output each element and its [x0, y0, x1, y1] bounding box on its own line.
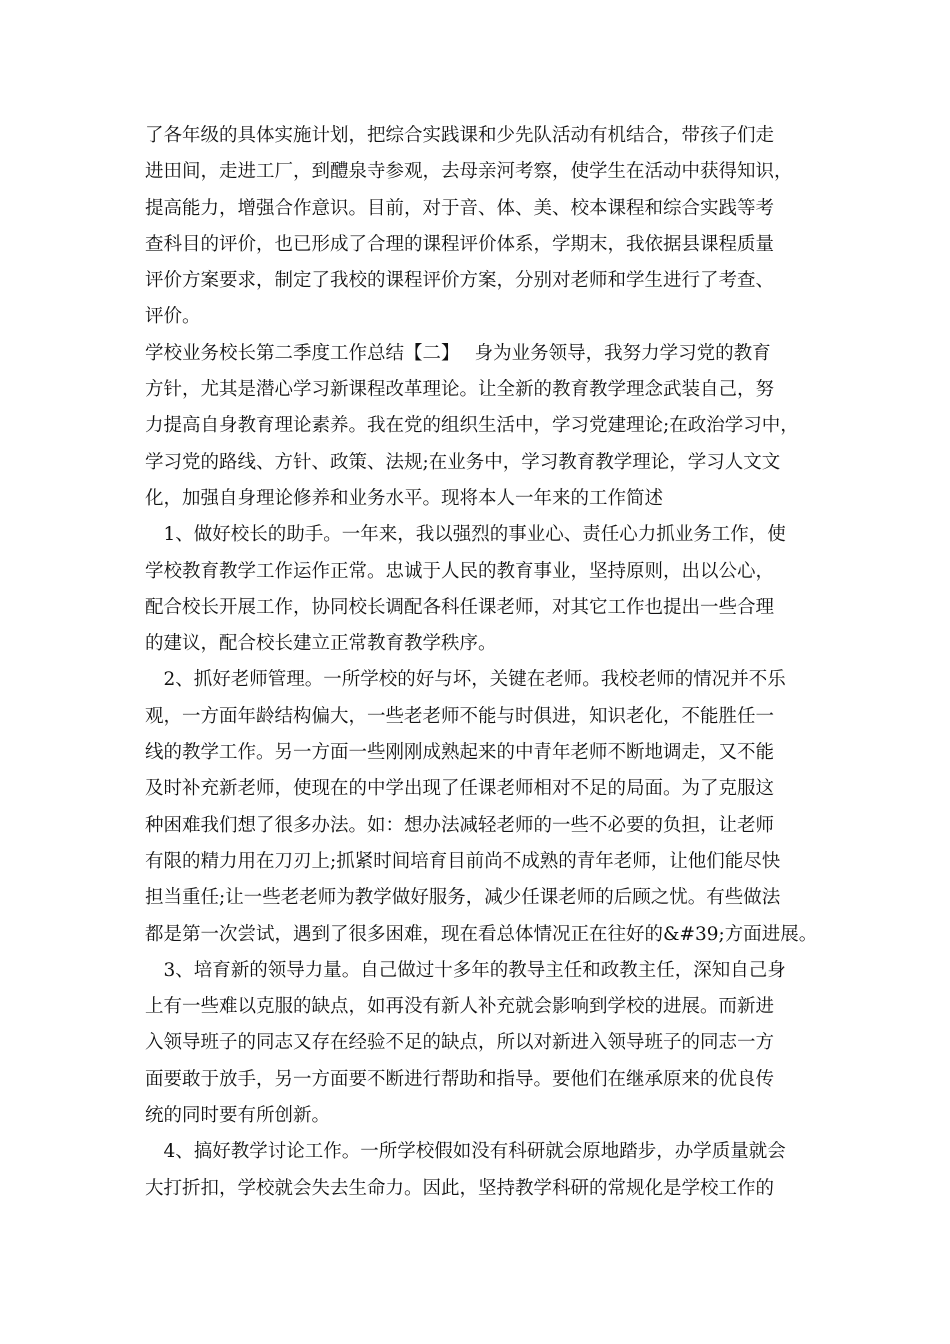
text-line: 1、做好校长的助手。一年来，我以强烈的事业心、责任心力抓业务工作，使: [145, 524, 786, 546]
text-line: 大打折扣，学校就会失去生命力。因此，坚持教学科研的常规化是学校工作的: [145, 1177, 775, 1199]
text-line: 种困难我们想了很多办法。如：想办法减轻老师的一些不必要的负担，让老师: [145, 814, 775, 836]
text-line: 化，加强自身理论修养和业务水平。现将本人一年来的工作简述: [145, 487, 664, 509]
text-line: 4、搞好教学讨论工作。一所学校假如没有科研就会原地踏步，办学质量就会: [145, 1141, 786, 1163]
text-line: 学校教育教学工作运作正常。忠诚于人民的教育事业，坚持原则，出以公心，: [145, 560, 775, 582]
text-line: 及时补充新老师，使现在的中学出现了任课老师相对不足的局面。为了克服这: [145, 778, 775, 800]
text-line: 线的教学工作。另一方面一些刚刚成熟起来的中青年老师不断地调走，又不能: [145, 742, 775, 764]
text-line: 评价。: [145, 306, 201, 328]
text-line: 担当重任;让一些老老师为教学做好服务，减少任课老师的后顾之忧。有些做法: [145, 887, 781, 909]
text-line: 面要敢于放手，另一方面要不断进行帮助和指导。要他们在继承原来的优良传: [145, 1068, 775, 1090]
text-line: 评价方案要求，制定了我校的课程评价方案，分别对老师和学生进行了考查、: [145, 270, 775, 292]
document-body: [145, 118, 835, 1207]
text-line: 学习党的路线、方针、政策、法规;在业务中，学习教育教学理论，学习人文文: [145, 451, 781, 473]
text-line: 都是第一次尝试，遇到了很多困难，现在看总体情况正在往好的&#39;方面进展。: [145, 923, 818, 945]
text-line: 3、培育新的领导力量。自己做过十多年的教导主任和政教主任，深知自己身: [145, 959, 786, 981]
text-line: 有限的精力用在刀刃上;抓紧时间培育目前尚不成熟的青年老师，让他们能尽快: [145, 850, 781, 872]
section-heading-line: 学校业务校长第二季度工作总结【二】 身为业务领导，我努力学习党的教育: [145, 342, 771, 364]
text-line: 的建议，配合校长建立正常教育教学秩序。: [145, 633, 497, 655]
text-line: 2、抓好老师管理。一所学校的好与坏，关键在老师。我校老师的情况并不乐: [145, 669, 786, 691]
text-line: 了各年级的具体实施计划，把综合实践课和少先队活动有机结合，带孩子们走: [145, 125, 775, 146]
text-line: 力提高自身教育理论素养。我在党的组织生活中，学习党建理论;在政治学习中，: [145, 415, 799, 437]
text-line: 配合校长开展工作，协同校长调配各科任课老师，对其它工作也提出一些合理: [145, 596, 775, 618]
text-line: 查科目的评价，也已形成了合理的课程评价体系，学期末，我依据县课程质量: [145, 233, 775, 255]
text-line: 入领导班子的同志又存在经验不足的缺点，所以对新进入领导班子的同志一方: [145, 1032, 775, 1054]
text-line: 提高能力，增强合作意识。目前，对于音、体、美、校本课程和综合实践等考: [145, 197, 775, 219]
text-line: 观，一方面年龄结构偏大，一些老老师不能与时俱进，知识老化，不能胜任一: [145, 705, 775, 727]
text-line: 统的同时要有所创新。: [145, 1105, 331, 1127]
text-line: 方针，尤其是潜心学习新课程改革理论。让全新的教育教学理念武装自己，努: [145, 379, 775, 401]
text-line: 上有一些难以克服的缺点，如再没有新人补充就会影响到学校的进展。而新进: [145, 996, 775, 1018]
text-line: 进田间，走进工厂，到醴泉寺参观，去母亲河考察，使学生在活动中获得知识，: [145, 161, 793, 183]
